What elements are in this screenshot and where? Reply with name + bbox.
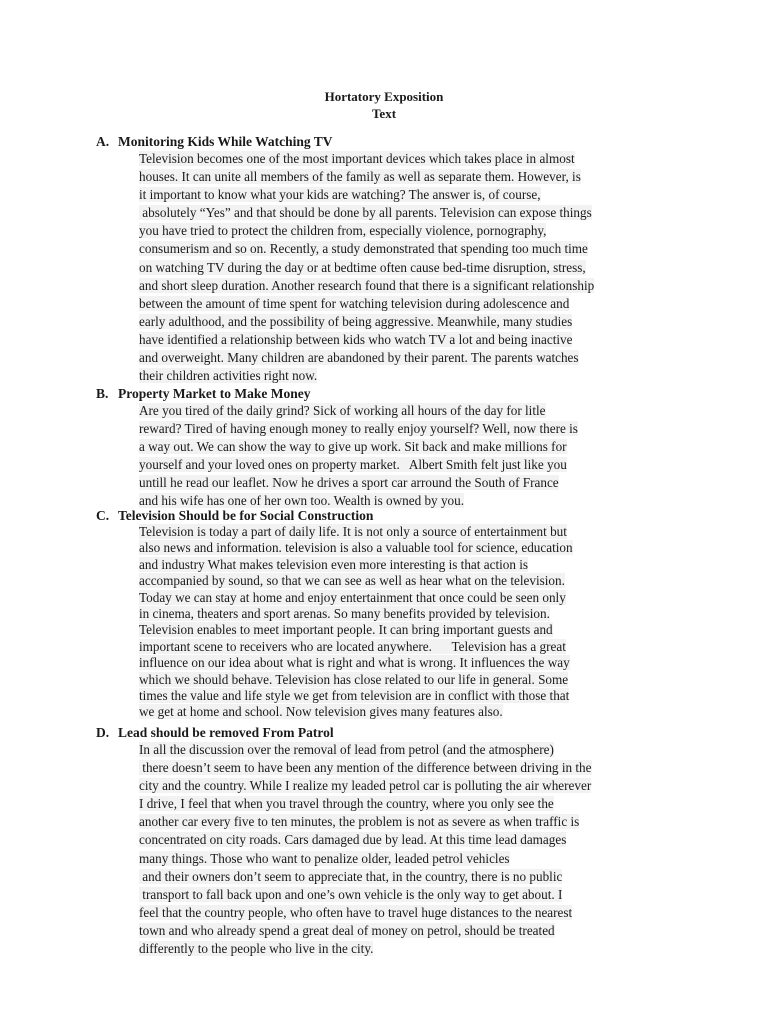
section-letter: D.	[96, 725, 110, 740]
line-text: transport to fall back upon and one’s own vehicle is the only way to get about. I	[139, 886, 563, 902]
body-text-line	[139, 688, 679, 704]
line-text: many things. Those who want to penalize older, leaded petrol vehicles	[139, 850, 510, 866]
line-text: have identified a relationship between kids who watch TV a lot and being inactive	[139, 331, 573, 347]
body-text-line	[139, 222, 679, 240]
line-text: a way out. We can show the way to give up work. Sit back and make millions for	[139, 439, 567, 455]
section-body	[139, 524, 686, 721]
line-text: and industry What makes television even more interesting is that action is	[139, 556, 529, 572]
body-text-line	[139, 277, 679, 295]
section-body	[139, 741, 686, 958]
line-text: and their owners don’t seem to appreciate that, in the country, there is no public	[139, 868, 563, 884]
body-text-line	[139, 590, 679, 606]
line-text: reward? Tired of having enough money to really enjoy yourself? Well, now there is	[139, 421, 578, 437]
line-text: concentrated on city roads. Cars damaged due by lead. At this time lead damages	[139, 832, 567, 848]
line-text: I drive, I feel that when you travel through the country, where you only see the	[139, 796, 554, 812]
line-text: you have tried to protect the children from, especially violence, pornography,	[139, 223, 547, 239]
body-text-line	[139, 741, 679, 759]
section-letter: A.	[96, 134, 110, 149]
body-text-line	[139, 349, 679, 367]
body-text-line	[139, 904, 679, 922]
line-text: and overweight. Many children are abandoned by their parent. The parents watches	[139, 350, 579, 366]
body-text-line	[139, 704, 679, 720]
line-text: In all the discussion over the removal of lead from petrol (and the atmosphere)	[139, 742, 554, 757]
body-text-line	[139, 672, 679, 688]
line-text: town and who already spend a great deal of money on petrol, should be treated	[139, 922, 555, 938]
line-text: we get at home and school. Now television gives many features also.	[139, 704, 503, 720]
line-text: absolutely “Yes” and that should be done by all parents. Television can expose things	[139, 205, 592, 221]
section-heading	[96, 133, 686, 150]
title-block	[0, 88, 768, 122]
line-text: houses. It can unite all members of the family as well as separate them. However, is	[139, 169, 581, 185]
section-body	[139, 402, 686, 511]
section-letter: B.	[96, 386, 109, 401]
section-heading	[96, 507, 686, 524]
line-text: early adulthood, and the possibility of being aggressive. Meanwhile, many studies	[139, 313, 573, 329]
body-text-line	[139, 313, 679, 331]
body-text-line	[139, 850, 679, 868]
line-text: accompanied by sound, so that we can see as well as hear what on the television.	[139, 573, 565, 589]
line-text: Television is today a part of daily life. It is not only a source of entertainment but	[139, 524, 567, 539]
body-text-line	[139, 540, 679, 556]
body-text-line	[139, 573, 679, 589]
line-text: times the value and life style we get from television are in conflict with those that	[139, 688, 570, 704]
line-text: it important to know what your kids are watching? The answer is, of course,	[139, 187, 541, 203]
section-heading	[96, 385, 686, 402]
body-text-line	[139, 420, 679, 438]
body-text-line	[139, 606, 679, 622]
line-text: yourself and your loved ones on property market. Albert Smith felt just like you	[139, 457, 567, 473]
body-text-line	[139, 795, 679, 813]
body-text-line	[139, 777, 679, 795]
section-c	[96, 507, 686, 721]
section-a	[96, 133, 686, 385]
line-text: another car every five to ten minutes, the problem is not as severe as when traffic is	[139, 814, 580, 830]
section-body	[139, 150, 686, 385]
body-text-line	[139, 168, 679, 186]
body-text-line	[139, 639, 679, 655]
line-text: Television becomes one of the most important devices which takes place in almost	[139, 151, 575, 166]
section-title: Television Should be for Social Construction	[118, 508, 374, 523]
line-text: untill he read our leaflet. Now he drives a sport car arround the South of France	[139, 475, 559, 491]
section-title: Lead should be removed From Patrol	[118, 725, 334, 740]
line-text: differently to the people who live in the city.	[139, 941, 374, 957]
line-text: and his wife has one of her own too. Wealth is owned by you.	[139, 493, 465, 509]
line-text: between the amount of time spent for watching television during adolescence and	[139, 295, 570, 311]
body-text-line	[139, 204, 679, 222]
section-title: Monitoring Kids While Watching TV	[118, 134, 333, 149]
body-text-line	[139, 331, 679, 349]
section-b	[96, 385, 686, 511]
line-text: city and the country. While I realize my leaded petrol car is polluting the air wherever	[139, 778, 592, 794]
line-text: Today we can stay at home and enjoy entertainment that once could be seen only	[139, 589, 566, 605]
body-text-line	[139, 557, 679, 573]
line-text: important scene to receivers who are located anywhere. Television has a great	[139, 638, 566, 654]
body-text-line	[139, 456, 679, 474]
body-text-line	[139, 886, 679, 904]
line-text: feel that the country people, who often have to travel huge distances to the nearest	[139, 904, 573, 920]
body-text-line	[139, 367, 679, 385]
line-text: influence on our idea about what is right and what is wrong. It influences the way	[139, 655, 570, 671]
section-letter: C.	[96, 508, 110, 523]
line-text: in cinema, theaters and sport arenas. So many benefits provided by television.	[139, 606, 550, 622]
line-text: consumerism and so on. Recently, a study demonstrated that spending too much time	[139, 241, 588, 257]
line-text: also news and information. television is also a valuable tool for science, education	[139, 540, 573, 556]
line-text: Are you tired of the daily grind? Sick of working all hours of the day for litle	[139, 403, 546, 418]
body-text-line	[139, 831, 679, 849]
section-title: Property Market to Make Money	[118, 386, 311, 401]
body-text-line	[139, 402, 679, 420]
body-text-line	[139, 295, 679, 313]
body-text-line	[139, 524, 679, 540]
line-text: Television enables to meet important people. It can bring important guests and	[139, 622, 553, 638]
line-text: there doesn’t seem to have been any mention of the difference between driving in the	[139, 760, 592, 776]
line-text: and short sleep duration. Another research found that there is a significant relationship	[139, 277, 595, 293]
body-text-line	[139, 759, 679, 777]
document-subtitle: Text	[371, 106, 397, 121]
body-text-line	[139, 186, 679, 204]
body-text-line	[139, 655, 679, 671]
section-heading	[96, 724, 686, 741]
section-d	[96, 724, 686, 958]
body-text-line	[139, 474, 679, 492]
body-text-line	[139, 259, 679, 277]
line-text: their children activities right now.	[139, 368, 318, 384]
body-text-line	[139, 240, 679, 258]
body-text-line	[139, 922, 679, 940]
body-text-line	[139, 438, 679, 456]
line-text: on watching TV during the day or at bedtime often cause bed-time disruption, stress,	[139, 259, 586, 275]
body-text-line	[139, 813, 679, 831]
body-text-line	[139, 868, 679, 886]
document-title: Hortatory Exposition	[324, 89, 444, 104]
body-text-line	[139, 150, 679, 168]
body-text-line	[139, 622, 679, 638]
line-text: which we should behave. Television has close related to our life in general. Some	[139, 671, 569, 687]
body-text-line	[139, 940, 679, 958]
